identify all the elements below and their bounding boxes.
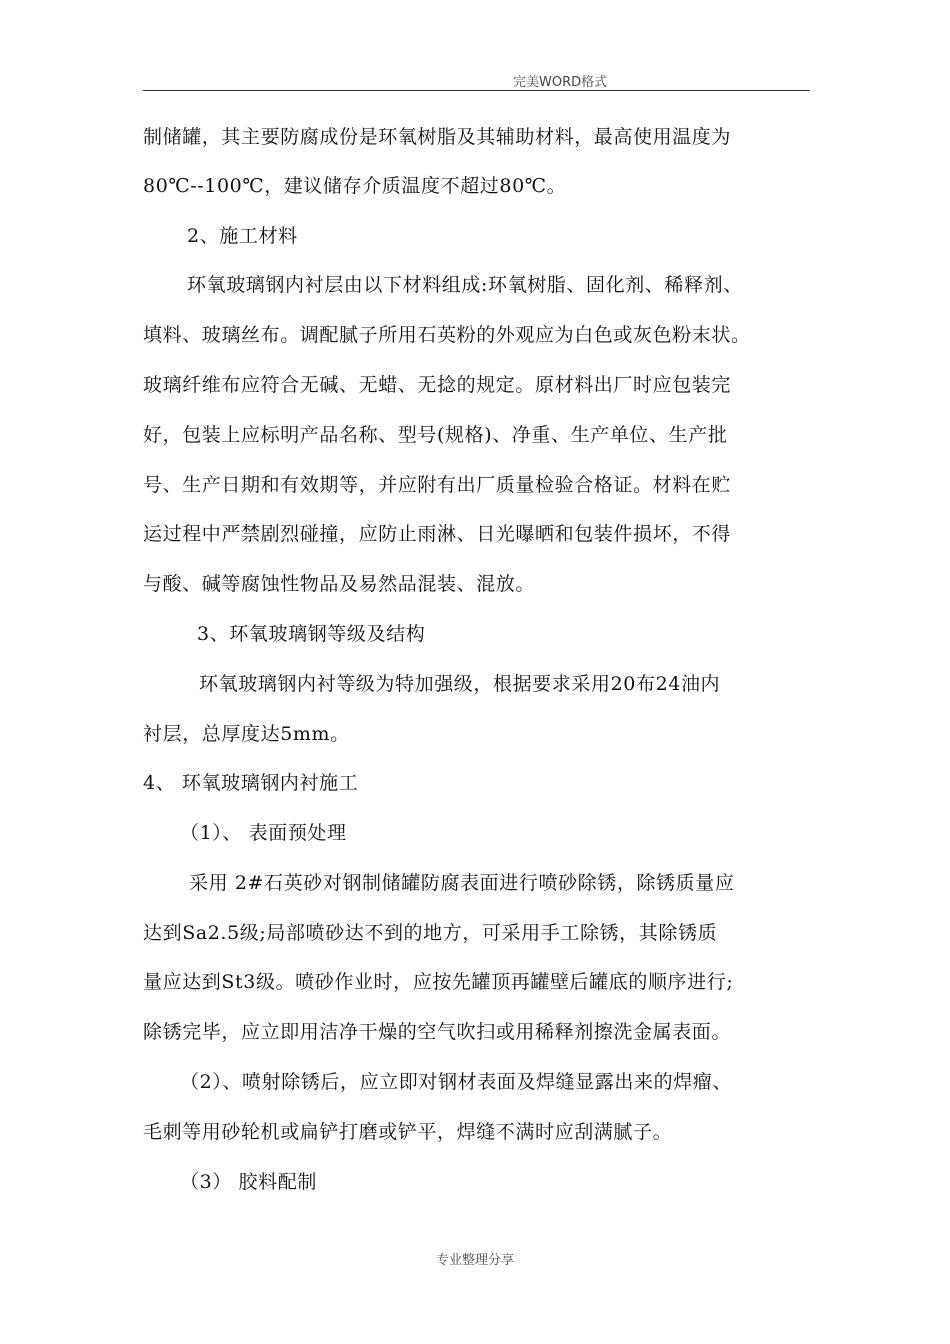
body-line: 环氧玻璃钢内衬层由以下材料组成:环氧树脂、固化剂、稀释剂、 (187, 274, 743, 296)
body-line: （2）、喷射除锈后，应立即对钢材表面及焊缝显露出来的焊瘤、 (180, 1071, 732, 1093)
section-heading: 4、 环氧玻璃钢内衬施工 (143, 772, 359, 794)
section-heading: 2、施工材料 (187, 225, 298, 247)
body-line: 运过程中严禁剧烈碰撞，应防止雨淋、日光曝晒和包装件损坏，不得 (143, 523, 732, 545)
body-line: 采用 2#石英砂对钢制储罐防腐表面进行喷砂除锈，除锈质量应 (189, 872, 735, 894)
body-line: 毛刺等用砂轮机或扁铲打磨或铲平，焊缝不满时应刮满腻子。 (143, 1121, 673, 1143)
subsection-heading: （3） 胶料配制 (180, 1171, 317, 1193)
page-header (143, 70, 810, 91)
body-line: 填料、玻璃丝布。调配腻子所用石英粉的外观应为白色或灰色粉末状。 (143, 324, 751, 346)
section-heading: 3、环氧玻璃钢等级及结构 (197, 623, 426, 645)
body-line: 好，包装上应标明产品名称、型号(规格)、净重、生产单位、生产批 (143, 424, 728, 446)
body-line: 达到Sa2.5级;局部喷砂达不到的地方，可采用手工除锈，其除锈质 (143, 922, 718, 944)
body-line: 衬层，总厚度达5mm。 (143, 723, 350, 745)
subsection-heading: （1）、 表面预处理 (180, 822, 347, 844)
header-title: 完美WORD格式 (513, 75, 608, 90)
page-footer: 专业整理分享 (435, 1253, 514, 1268)
body-line: 除锈完毕，应立即用洁净干燥的空气吹扫或用稀释剂擦洗金属表面。 (143, 1021, 732, 1043)
body-line: 量应达到St3级。喷砂作业时，应按先罐顶再罐壁后罐底的顺序进行; (143, 971, 734, 993)
body-line: 号、生产日期和有效期等，并应附有出厂质量检验合格证。材料在贮 (143, 474, 732, 496)
body-line: 玻璃纤维布应符合无碱、无蜡、无捻的规定。原材料出厂时应包装完 (143, 374, 732, 396)
body-line: 与酸、碱等腐蚀性物品及易然品混装、混放。 (143, 573, 536, 595)
body-line: 80℃--100℃，建议储存介质温度不超过80℃。 (143, 175, 567, 197)
body-line: 制储罐，其主要防腐成份是环氧树脂及其辅助材料，最高使用温度为 (143, 126, 732, 148)
body-line: 环氧玻璃钢内衬等级为特加强级，根据要求采用20布24油内 (199, 673, 721, 695)
